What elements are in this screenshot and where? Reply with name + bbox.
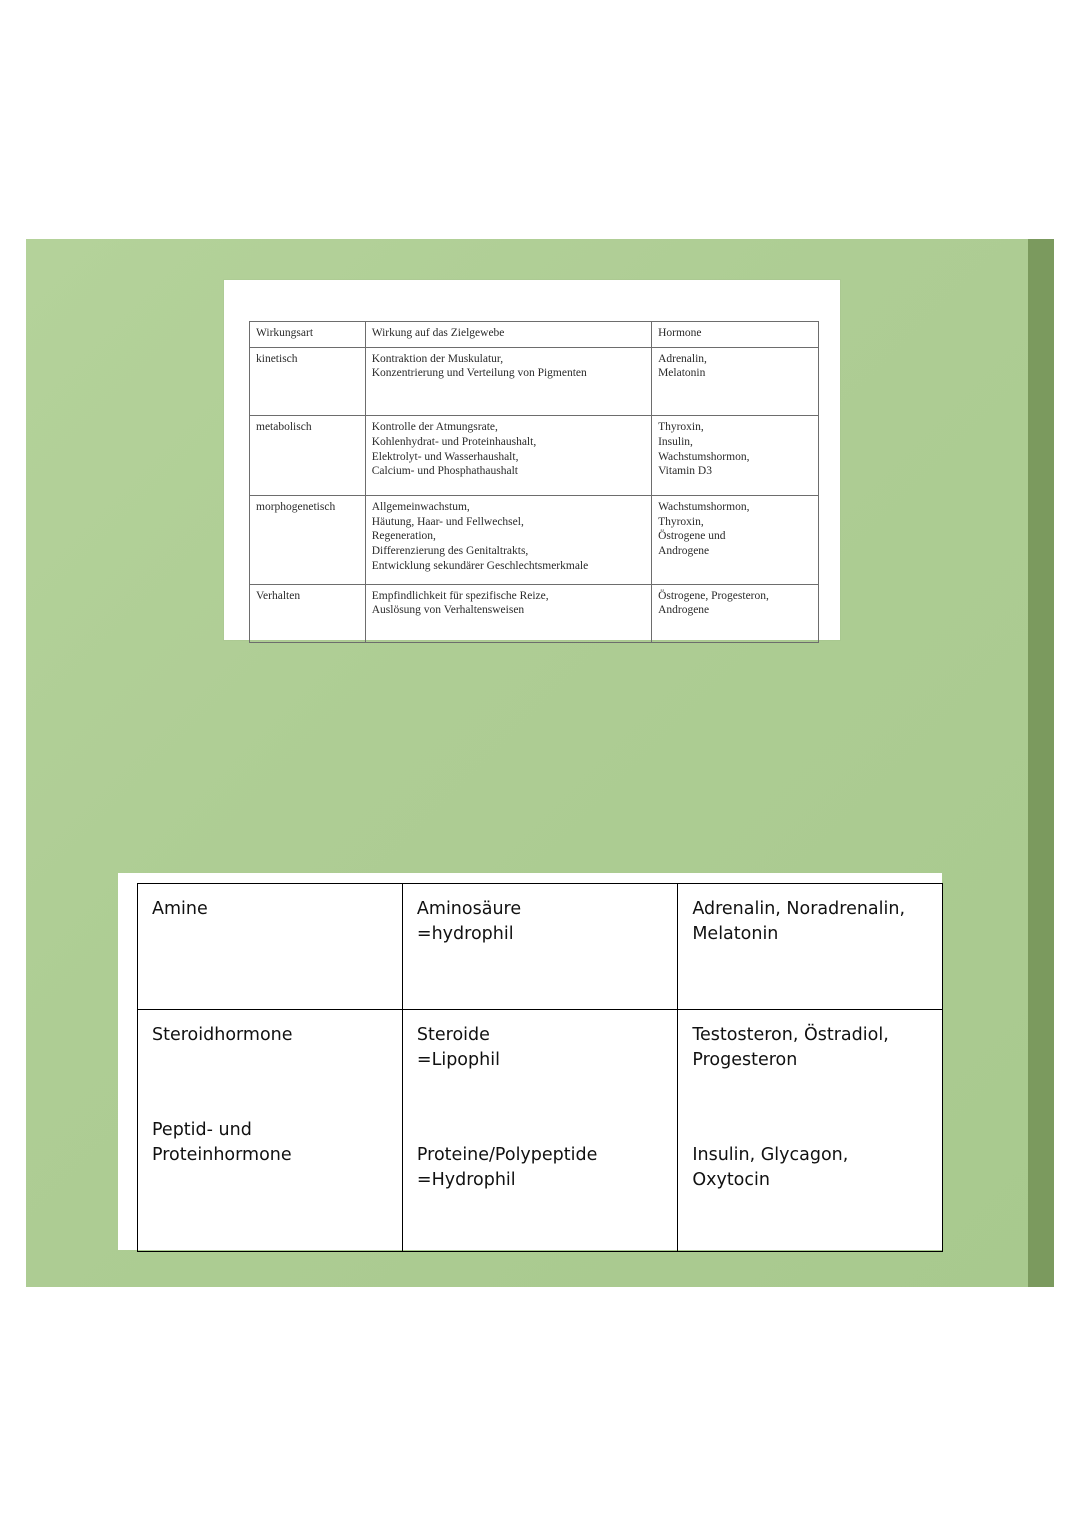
cell-line: Proteine/Polypeptide [416,1144,598,1165]
cell-wirkung [365,496,651,585]
cell-line: Vitamin D3 [658,465,712,478]
cell-line: Aminosäure [416,899,522,919]
cell-line: Kontrolle der Atmungsrate, [371,421,498,434]
cell-line: Proteinhormone [152,1144,292,1165]
cell-line: Androgene [658,545,710,558]
cell-line: Progesteron [692,1049,798,1070]
cell-line: Wachstumshormon, [658,450,750,463]
cell-line: Thyroxin, [658,421,704,434]
cell-line: Melatonin [658,367,706,380]
cell-art: metabolisch [250,416,366,496]
cell-wirkung [365,584,651,642]
table-header-row [250,322,819,348]
cell-line: Östrogene und [658,530,726,543]
cell-line: Testosteron, Östradiol, [692,1025,889,1045]
cell-line: Steroidhormone [152,1025,293,1045]
cell-art: morphogenetisch [250,496,366,585]
cell-line: Entwicklung sekundärer Geschlechtsmerkmale [371,559,589,572]
spacer [417,1073,665,1143]
spacer [692,1073,930,1143]
cell-line: Adrenalin, [658,352,707,365]
cell-line: Wachstumshormon, [658,501,750,514]
table-row [138,884,943,1010]
cell-line: Kohlenhydrat- und Proteinhaushalt, [371,435,537,448]
table-row [138,1010,943,1252]
cell-line: Auslösung von Verhaltensweisen [371,604,525,617]
spacer [152,1048,390,1118]
cell-line: Androgene [658,604,710,617]
cell-line: Differenzierung des Genitaltrakts, [371,545,529,558]
cell-line: Häutung, Haar- und Fellwechsel, [371,515,524,528]
cell-hormone [652,496,819,585]
slide-right-edge [1028,239,1054,1287]
cell-line: Östrogene, Progesteron, [658,589,769,602]
cell-line: Insulin, Glycagon, [692,1144,849,1165]
cell-line: Insulin, [658,435,693,448]
cell-line: Melatonin [692,923,779,944]
cell-line: Adrenalin, Noradrenalin, [692,899,906,919]
cell-chemistry [402,1010,677,1252]
cell-line: Kontraktion der Muskulatur, [371,352,504,365]
cell-line: Thyroxin, [658,515,704,528]
cell-wirkung [365,416,651,496]
cell-line: Steroide [416,1025,490,1045]
cell-line: =hydrophil [416,923,514,944]
cell-hormone [652,416,819,496]
hormone-effects-table [249,321,819,643]
cell-line: =Lipophil [416,1049,500,1070]
cell-class: Amine [138,884,403,1010]
column-header-wirkung: Wirkung auf das Zielgewebe [365,322,651,348]
cell-line: =Hydrophil [416,1169,516,1190]
table-row [250,347,819,415]
cell-hormone [652,584,819,642]
table-row [250,584,819,642]
cell-chemistry [402,884,677,1010]
column-header-hormone: Hormone [652,322,819,348]
cell-line: Peptid- und [152,1119,252,1140]
cell-line: Regeneration, [371,530,436,543]
cell-line: Konzentrierung und Verteilung von Pigmenten [371,367,587,380]
cell-line: Calcium- und Phosphathaushalt [371,465,519,478]
cell-line: Oxytocin [692,1169,770,1190]
table-row [250,416,819,496]
cell-examples [678,884,943,1010]
cell-examples [678,1010,943,1252]
hormone-classes-card [118,873,942,1250]
cell-line: Allgemeinwachstum, [371,501,470,514]
scanned-table-card [224,280,840,640]
cell-class [138,1010,403,1252]
cell-line: Empfindlichkeit für spezifische Reize, [371,589,549,602]
column-header-wirkungsart: Wirkungsart [250,322,366,348]
table-row [250,496,819,585]
cell-line: Elektrolyt- und Wasserhaushalt, [371,450,519,463]
cell-art: Verhalten [250,584,366,642]
cell-art: kinetisch [250,347,366,415]
hormone-classes-table [137,883,943,1252]
cell-wirkung [365,347,651,415]
cell-hormone [652,347,819,415]
